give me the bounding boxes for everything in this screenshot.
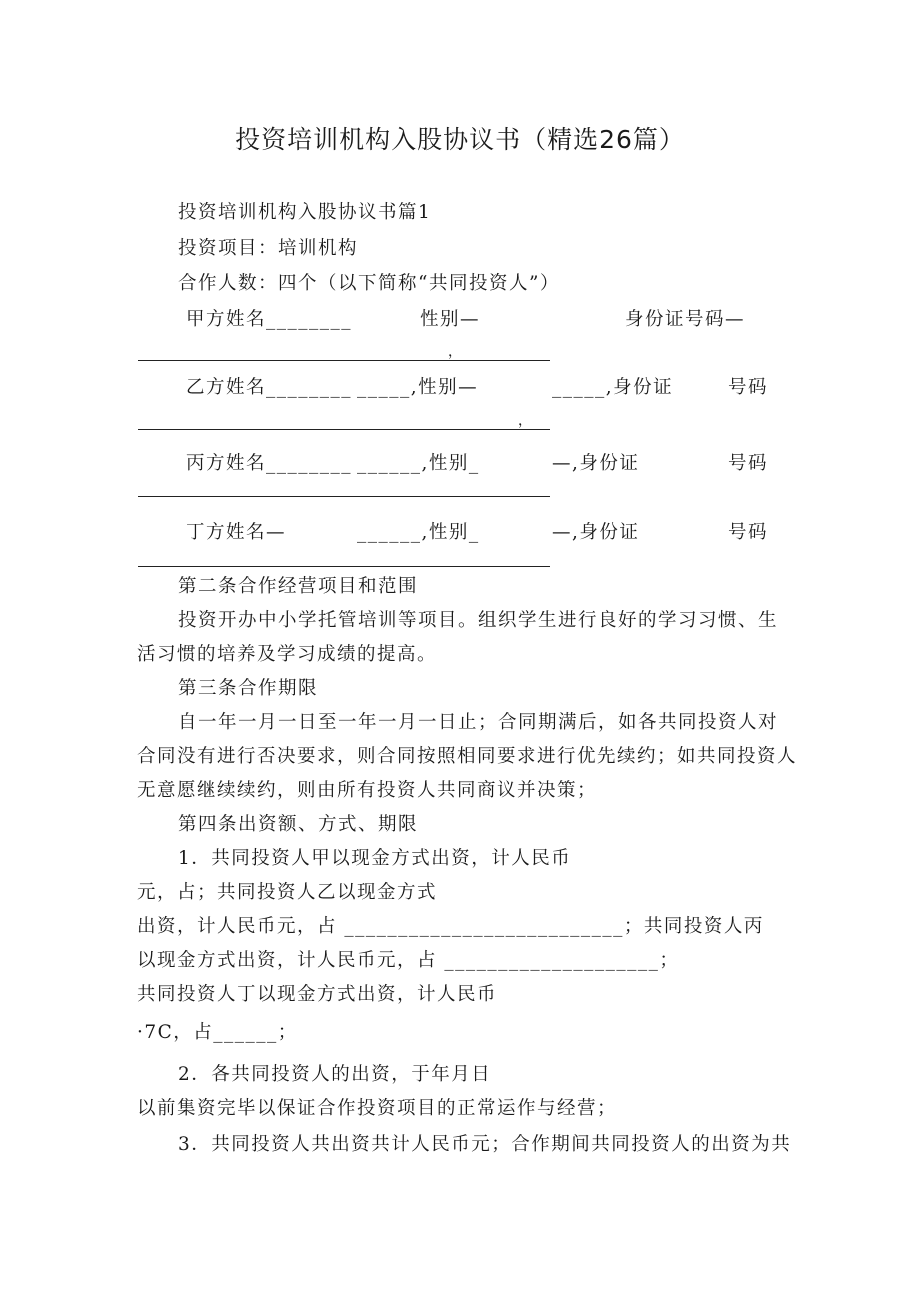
- party-b-fill-line: [138, 429, 550, 430]
- party-a-gender-field: 性别—: [420, 309, 481, 330]
- partners-count-line: 合作人数：四个（以下简称“共同投资人”）: [178, 273, 560, 294]
- article-4-item-3-line: 3．共同投资人共出资共计人民币元；合作期间共同投资人的出资为共: [178, 1134, 792, 1155]
- section-heading: 投资培训机构入股协议书篇1: [178, 202, 432, 223]
- party-d-id-field: —,身份证: [552, 522, 640, 543]
- party-c-name-field: 丙方姓名________: [186, 453, 353, 474]
- article-3-paragraph-line: 无意愿继续续约，则由所有投资人共同商议并决策；: [137, 780, 598, 801]
- party-a-fill-line: [138, 360, 550, 361]
- article-3-paragraph-line: 合同没有进行否决要求，则合同按照相同要求进行优先续约；如共同投资人: [137, 746, 798, 767]
- article-2-paragraph-line: 活习惯的培养及学习成绩的提高。: [137, 644, 438, 665]
- article-2-heading: 第二条合作经营项目和范围: [178, 576, 419, 597]
- party-d-name-field: 丁方姓名—: [186, 522, 287, 543]
- article-3-paragraph-line: 自一年一月一日至一年一月一日止；合同期满后，如各共同投资人对: [178, 712, 779, 733]
- party-d-fill-line: [138, 566, 550, 567]
- article-4-item-1-line: 共同投资人丁以现金方式出资，计人民币: [137, 984, 498, 1005]
- article-4-heading: 第四条出资额、方式、期限: [178, 814, 419, 835]
- party-c-id-field: —,身份证: [552, 453, 640, 474]
- party-b-gender-field: _____,性别—: [357, 377, 479, 398]
- page-title: 投资培训机构入股协议书（精选26篇）: [235, 125, 685, 154]
- article-3-heading: 第三条合作期限: [178, 678, 319, 699]
- party-d-number-label: 号码: [728, 522, 769, 543]
- party-d-gender-field: ______,性别_: [357, 522, 480, 543]
- party-b-number-label: 号码: [728, 377, 769, 398]
- party-a-name-field: 甲方姓名________: [186, 309, 353, 330]
- article-4-item-1-line: 出资，计人民币元，占 __________________________；共同投资人丙: [137, 916, 764, 937]
- article-4-item-2-line: 2．各共同投资人的出资，于年月日: [178, 1064, 492, 1085]
- project-line: 投资项目：培训机构: [178, 238, 359, 259]
- party-a-id-field: 身份证号码—: [625, 309, 746, 330]
- article-4-item-1-line: 元，占；共同投资人乙以现金方式: [137, 882, 438, 903]
- party-c-gender-field: ______,性别_: [357, 453, 480, 474]
- article-4-item-1-line: ·7C，占______；: [137, 1022, 298, 1043]
- party-c-number-label: 号码: [728, 453, 769, 474]
- article-4-item-1-line: 1．共同投资人甲以现金方式出资，计人民币: [178, 848, 572, 869]
- article-2-paragraph-line: 投资开办中小学托管培训等项目。组织学生进行良好的学习习惯、生: [178, 610, 779, 631]
- party-c-fill-line: [138, 496, 550, 497]
- article-4-item-2-line: 以前集资完毕以保证合作投资项目的正常运作与经营；: [137, 1098, 618, 1119]
- party-b-name-field: 乙方姓名________: [186, 377, 353, 398]
- party-b-comma: ，: [518, 413, 534, 429]
- party-b-id-field: _____,身份证: [552, 377, 674, 398]
- party-a-comma: ，: [448, 344, 464, 360]
- article-4-item-1-line: 以现金方式出资，计人民币元，占 ____________________；: [137, 950, 680, 971]
